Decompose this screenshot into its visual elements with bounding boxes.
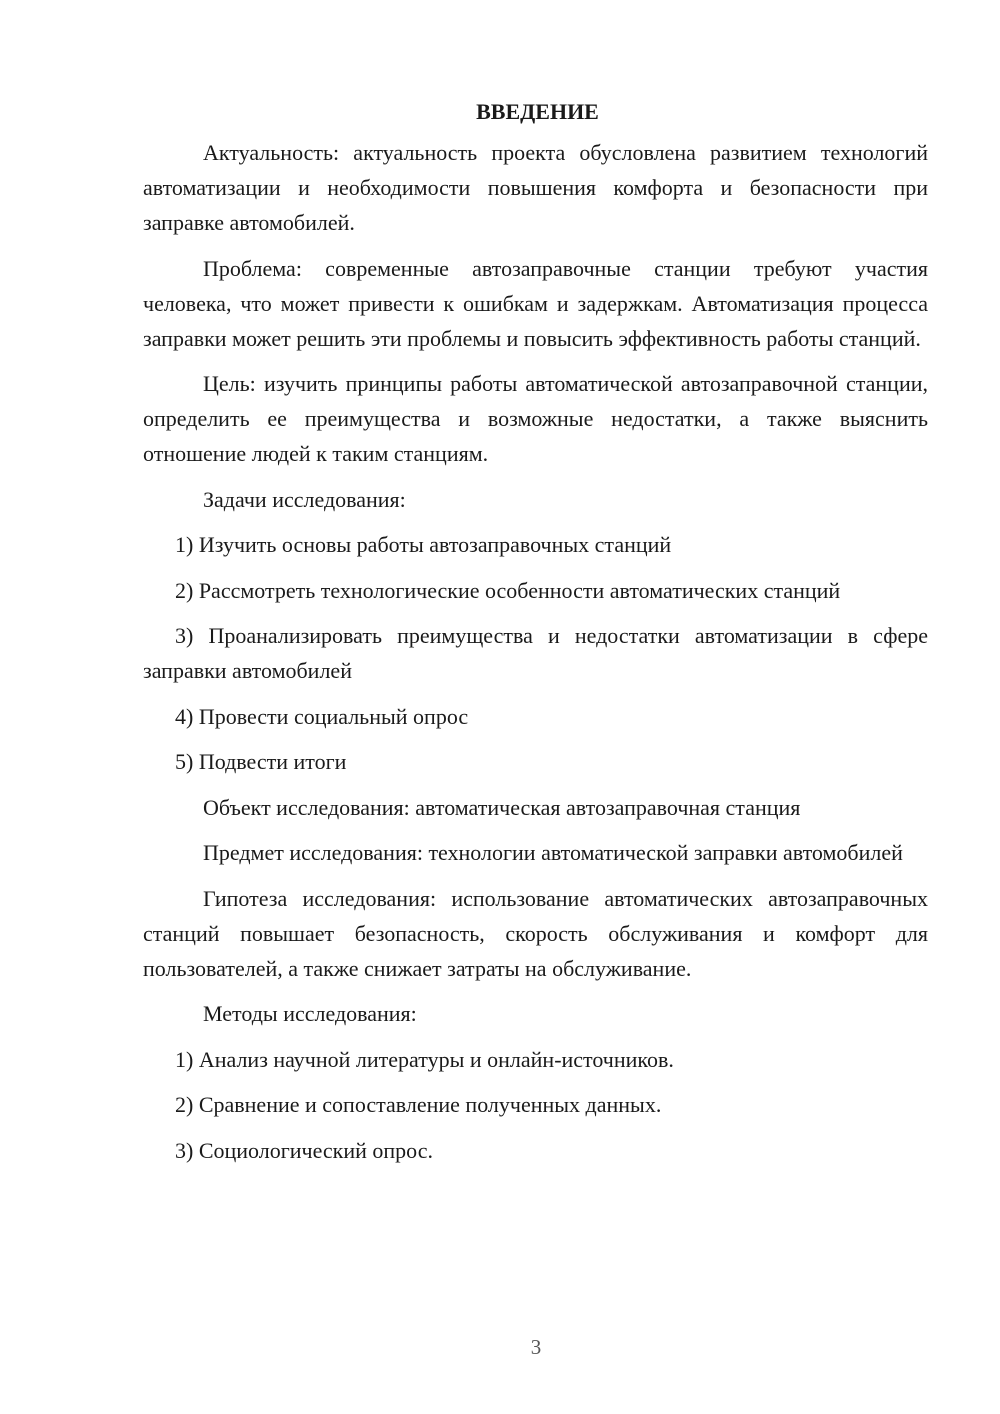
page-number: 3 bbox=[530, 1335, 542, 1359]
task-item: 3) Проанализировать преимущества и недостатки автоматизации в сфере заправки автомобилей bbox=[143, 623, 928, 683]
page-content bbox=[143, 94, 928, 1178]
problem-paragraph: Проблема: современные автозаправочные станции требуют участия человека, что может привести к ошибкам и задержкам. Автоматизация процесса заправки может решить эти проблемы и повысить эффективность работы станций. bbox=[143, 255, 928, 351]
hypothesis-paragraph: Гипотеза исследования: использование автоматических автозаправочных станций повышает безопасность, скорость обслуживания и комфорт для пользователей, а также снижает затраты на обслуживание. bbox=[143, 885, 928, 981]
method-item: 3) Социологический опрос. bbox=[175, 1137, 433, 1163]
goal-paragraph: Цель: изучить принципы работы автоматической автозаправочной станции, определить ее преимущества и возможные недостатки, а также выяснить отношение людей к таким станциям. bbox=[143, 371, 928, 466]
task-item: 1) Изучить основы работы автозаправочных станций bbox=[175, 532, 672, 557]
tasks-heading: Задачи исследования: bbox=[203, 486, 406, 512]
section-title: ВВЕДЕНИЕ bbox=[476, 99, 599, 124]
subject-paragraph: Предмет исследования: технологии автоматической заправки автомобилей bbox=[203, 840, 903, 865]
relevance-paragraph: Актуальность: актуальность проекта обусловлена развитием технологий автоматизации и необходимости повышения комфорта и безопасности при заправке автомобилей. bbox=[143, 140, 928, 235]
methods-heading: Методы исследования: bbox=[203, 1001, 417, 1026]
method-item: 2) Сравнение и сопоставление полученных данных. bbox=[175, 1092, 662, 1117]
task-item: 5) Подвести итоги bbox=[175, 749, 347, 774]
task-item: 4) Провести социальный опрос bbox=[175, 703, 469, 729]
object-paragraph: Объект исследования: автоматическая автозаправочная станция bbox=[203, 794, 801, 820]
task-item: 2) Рассмотреть технологические особенности автоматических станций bbox=[175, 577, 841, 603]
method-item: 1) Анализ научной литературы и онлайн-источников. bbox=[175, 1046, 674, 1072]
